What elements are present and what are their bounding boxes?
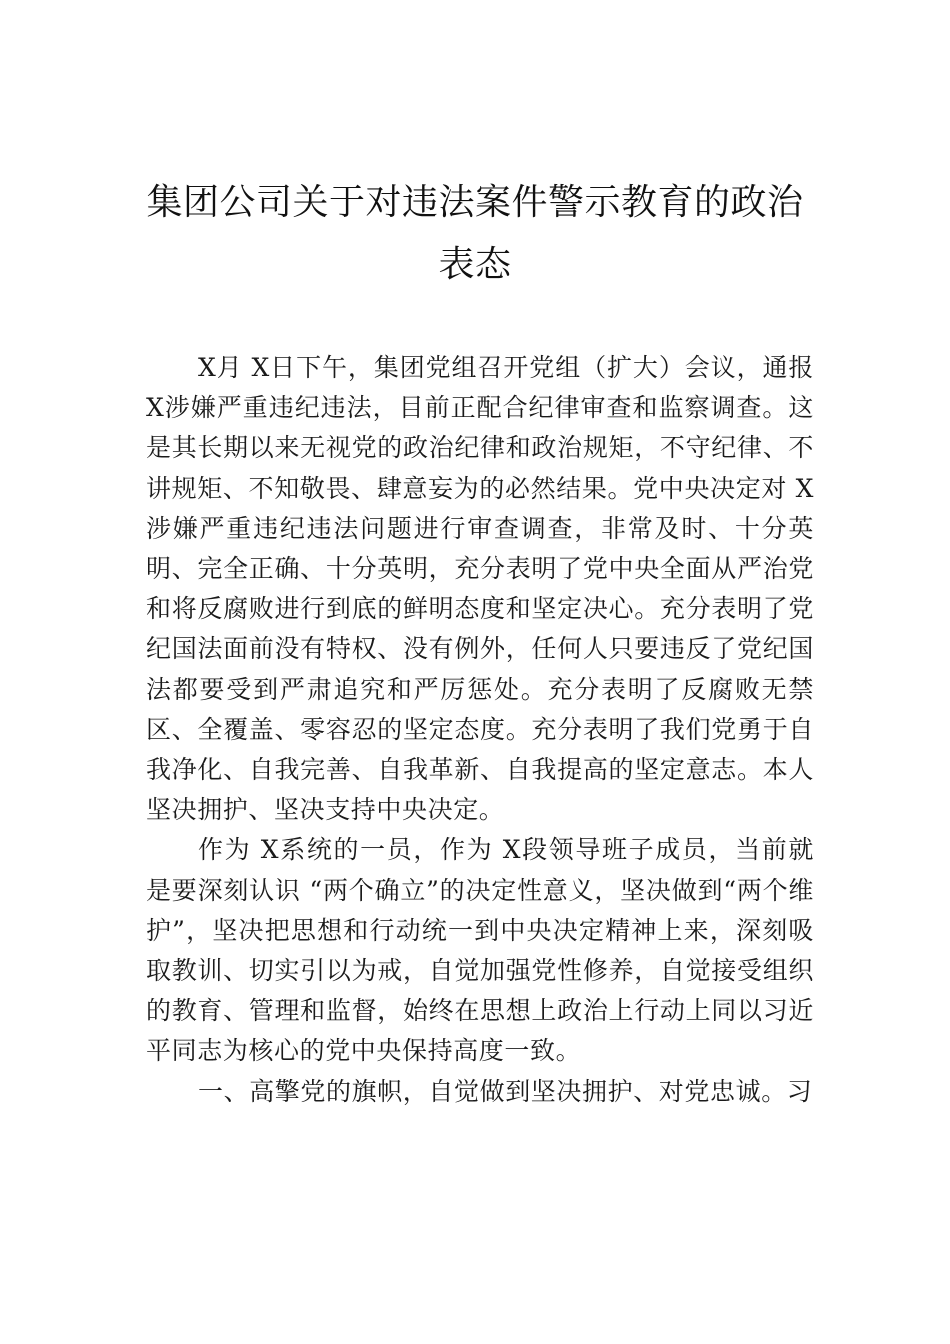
paragraph-3: 一、高擎党的旗帜，自觉做到坚决拥护、对党忠诚。习 (198, 1076, 813, 1106)
paragraph-1: X月 X日下午，集团党组召开党组（扩大）会议，通报X涉嫌严重违纪违法，目前正配合纪律审查和监察调查。这是其长期以来无视党的政治纪律和政治规矩，不守纪律、不讲规矩、不知敬畏、肆意妄为的必然结果。党中央决定对 X涉嫌严重违纪违法问题进行审查调查，非常及时、十分英明、完全正确、十分英明，充分表明了党中央全面从严治党和将反腐败进行到底的鲜明态度和坚定决心。充分表明了党纪国法面前没有特权、没有例外，任何人只要违反了党纪国法都要受到严肃追究和严厉惩处。充分表明了反腐败无禁区、全覆盖、零容忍的坚定态度。充分表明了我们党勇于自我净化、自我完善、自我革新、自我提高的坚定意志。本人坚决拥护、坚决支持中央决定。 (146, 353, 814, 825)
paragraph-2: 作为 X系统的一员，作为 X段领导班子成员，当前就是要深刻认识 “两个确立”的决定性意义，坚决做到“两个维护”，坚决把思想和行动统一到中央决定精神上来，深刻吸取教训、切实引以为戒，自觉加强党性修养，自觉接受组织的教育、管理和监督，始终在思想上政治上行动上同以习近平同志为核心的党中央保持高度一致。 (146, 835, 814, 1066)
document-title (140, 172, 810, 296)
title-line-1: 集团公司关于对违法案件警示教育的政治 (146, 182, 804, 223)
document-body (146, 348, 814, 1112)
title-line-2: 表态 (438, 244, 512, 285)
